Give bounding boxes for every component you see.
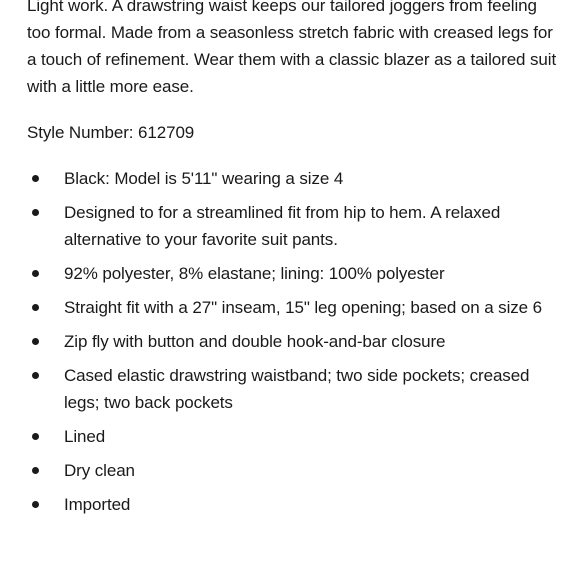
feature-item-lined xyxy=(27,423,557,450)
bullet-icon xyxy=(32,433,39,440)
feature-item-closure xyxy=(27,328,557,355)
bullet-icon xyxy=(32,175,39,182)
bullet-icon xyxy=(32,372,39,379)
bullet-icon xyxy=(32,209,39,216)
bullet-icon xyxy=(32,338,39,345)
feature-text: Dry clean xyxy=(64,461,135,480)
feature-item-origin xyxy=(27,491,557,518)
feature-text: Black: Model is 5'11" wearing a size 4 xyxy=(64,169,344,188)
feature-text: Imported xyxy=(64,495,131,514)
feature-text: Straight fit with a 27" inseam, 15" leg opening; based on a size 6 xyxy=(64,298,542,317)
bullet-icon xyxy=(32,304,39,311)
feature-item-fit-model xyxy=(27,165,557,192)
feature-item-waistband xyxy=(27,362,557,416)
bullet-icon xyxy=(32,501,39,508)
feature-list xyxy=(27,165,557,518)
feature-item-fit xyxy=(27,294,557,321)
product-description: Light work. A drawstring waist keeps our tailored joggers from feeling too formal. Made from a seasonless stretch fabric with creased legs for a touch of refinement. Wear them with a classic blazer as a tailored suit with a little more ease. xyxy=(27,0,557,96)
product-details xyxy=(27,0,557,525)
feature-item-materials xyxy=(27,260,557,287)
feature-item-care xyxy=(27,457,557,484)
feature-text: Cased elastic drawstring waistband; two side pockets; creased legs; two back pockets xyxy=(64,366,530,412)
feature-item-design xyxy=(27,199,557,253)
feature-text: Designed to for a streamlined fit from hip to hem. A relaxed alternative to your favorite suit pants. xyxy=(64,203,501,249)
feature-text: 92% polyester, 8% elastane; lining: 100% polyester xyxy=(64,264,445,283)
style-number: Style Number: 612709 xyxy=(27,123,195,142)
feature-text: Lined xyxy=(64,427,106,446)
bullet-icon xyxy=(32,467,39,474)
bullet-icon xyxy=(32,270,39,277)
feature-text: Zip fly with button and double hook-and-bar closure xyxy=(64,332,446,351)
